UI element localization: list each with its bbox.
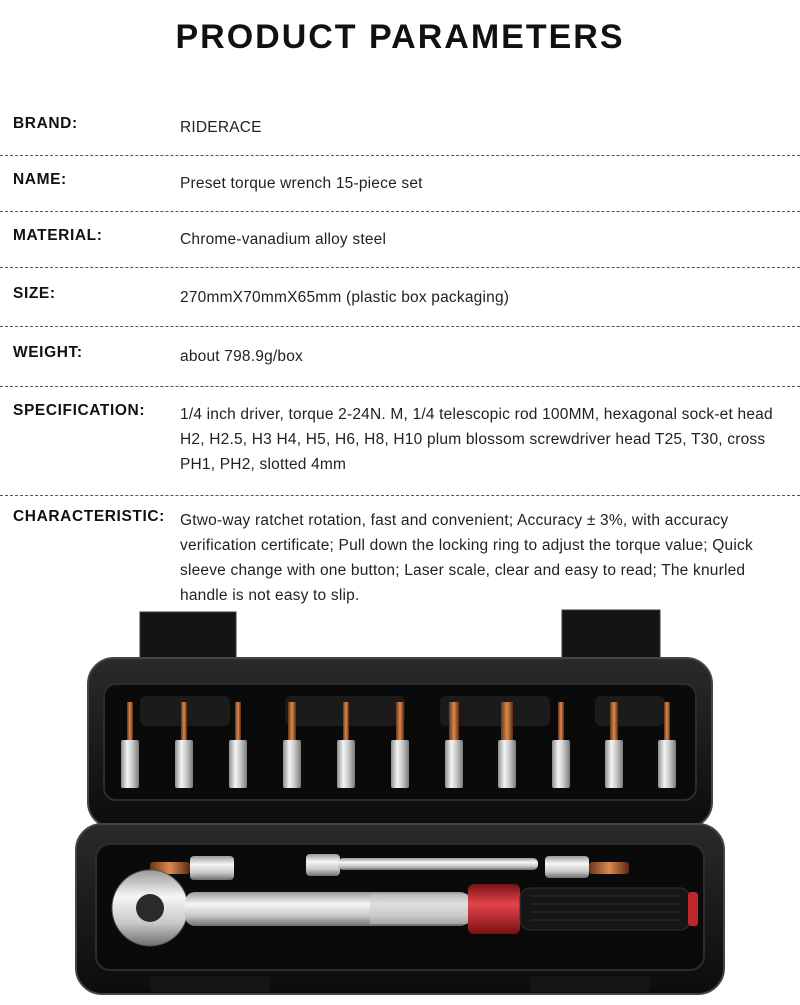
page-title: PRODUCT PARAMETERS xyxy=(175,18,625,56)
param-value: Preset torque wrench 15-piece set xyxy=(180,175,423,192)
param-value: Gtwo-way ratchet rotation, fast and convenient; Accuracy ± 3%, with accuracy verification certificate; Pull down the locking ring to adjust the torque value; Quick sleeve change with one button; Laser scale, clear and easy to read; The knurled handle is not easy to slip. xyxy=(180,512,753,604)
param-label: MATERIAL: xyxy=(13,227,103,244)
param-row-characteristic xyxy=(0,496,800,606)
param-row-brand xyxy=(0,100,800,156)
param-label: WEIGHT: xyxy=(13,344,83,361)
torque-wrench-case-icon xyxy=(0,600,800,1000)
param-row-name xyxy=(0,156,800,212)
param-value: about 798.9g/box xyxy=(180,348,303,365)
parameters-table xyxy=(0,100,800,606)
param-row-size xyxy=(0,268,800,327)
param-row-weight xyxy=(0,327,800,387)
param-label: SPECIFICATION: xyxy=(13,402,146,419)
param-label: NAME: xyxy=(13,171,67,188)
product-photo xyxy=(0,600,800,1000)
param-label: SIZE: xyxy=(13,285,56,302)
param-value: 1/4 inch driver, torque 2-24N. M, 1/4 telescopic rod 100MM, hexagonal sock-et head H2, H2.5, H3 H4, H5, H6, H8, H10 plum blossom screwdriver head T25, T30, cross PH1, PH2, slotted 4mm xyxy=(180,406,773,473)
param-label: CHARACTERISTIC: xyxy=(13,508,165,525)
param-value: RIDERACE xyxy=(180,119,262,136)
param-label: BRAND: xyxy=(13,115,78,132)
param-row-material xyxy=(0,212,800,268)
param-row-specification xyxy=(0,387,800,496)
param-value: Chrome-vanadium alloy steel xyxy=(180,231,387,248)
param-value: 270mmX70mmX65mm (plastic box packaging) xyxy=(180,289,510,306)
